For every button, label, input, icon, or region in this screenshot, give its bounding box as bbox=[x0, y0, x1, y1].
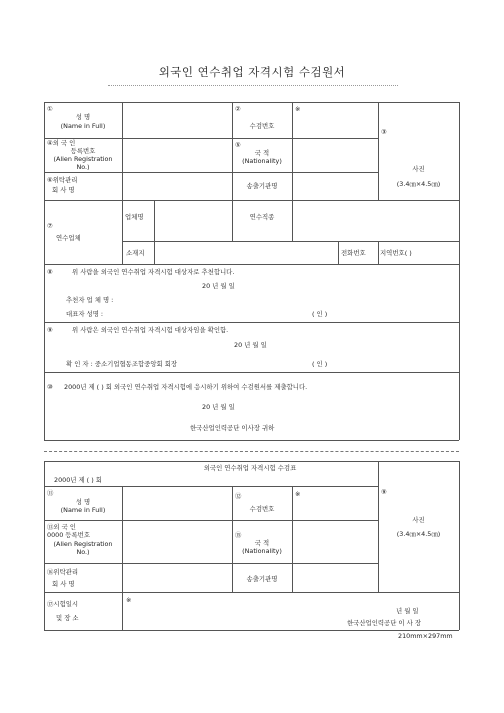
table-border-bottom bbox=[44, 630, 459, 631]
address-label: 소재지 bbox=[126, 249, 145, 257]
field-number: ⑪ bbox=[47, 489, 54, 497]
agency-label: ⑯위탁관리 bbox=[47, 568, 79, 576]
field-number: ⑤ bbox=[235, 141, 241, 149]
row-line bbox=[44, 372, 459, 373]
exam-datetime-label: ⑰시험일시 bbox=[47, 600, 79, 608]
row-line bbox=[44, 322, 459, 323]
sending-agency-field[interactable] bbox=[293, 564, 377, 591]
reg-number-label: 0000 등록번호 bbox=[47, 531, 90, 539]
agency-name-field[interactable] bbox=[123, 173, 231, 199]
col-line bbox=[338, 241, 339, 264]
company-name-field[interactable] bbox=[155, 201, 231, 240]
agency-label: ⑥위탁관리 bbox=[47, 176, 78, 184]
reg-number-field[interactable] bbox=[123, 139, 231, 171]
form-title: 외국인 연수취업 자격시험 수검원서 bbox=[158, 65, 346, 79]
field-number: ⑮ bbox=[235, 531, 242, 539]
recommender-company-label: 추천자 업 체 명 : bbox=[66, 296, 114, 304]
table-border-right bbox=[459, 102, 460, 440]
photo-label: 사진 bbox=[412, 165, 425, 173]
submit-statement: 2000년 제 ( ) 회 외국인 연수취업 자격시험에 응시하기 위하여 수검원서를 제출합니다. bbox=[64, 383, 308, 391]
confirm-date: 20 년 월 일 bbox=[234, 341, 267, 349]
name-label-en: (Name in Full) bbox=[60, 506, 106, 514]
cut-line bbox=[44, 451, 459, 452]
reg-number-label-en: (Alien Registration bbox=[53, 540, 113, 548]
nationality-field[interactable] bbox=[293, 521, 377, 562]
area-code-field[interactable]: 지역번호( ) bbox=[380, 249, 412, 257]
recommend-statement: 위 사람을 외국인 연수취업 자격시험 대상자로 추천합니다. bbox=[72, 268, 235, 276]
field-number: ⑨ bbox=[47, 326, 53, 334]
reg-number-label: 등록번호 bbox=[70, 147, 96, 155]
field-number: ⑨ bbox=[381, 488, 387, 496]
confirm-statement: 위 사람은 외국인 연수취업 자격시험 대상자임을 확인함. bbox=[72, 326, 229, 334]
table-border-bottom bbox=[44, 440, 459, 441]
field-number: ① bbox=[47, 105, 53, 113]
paper-size-note: 210mm×297mm bbox=[398, 632, 453, 640]
table-border-top bbox=[44, 461, 459, 462]
agency-name-label: 회 사 명 bbox=[52, 580, 75, 588]
exam-number-label: 수검번호 bbox=[249, 505, 275, 513]
reg-number-label-en: (Alien Registration bbox=[53, 155, 113, 163]
company-name-label: 업체명 bbox=[125, 213, 144, 221]
field-number: ⑧ bbox=[47, 268, 53, 276]
nationality-label-en: (Nationality) bbox=[242, 547, 282, 555]
office-use-mark: ※ bbox=[295, 490, 301, 498]
name-field[interactable] bbox=[123, 103, 231, 137]
addressee: 한국산업인력공단 이사장 귀하 bbox=[190, 424, 275, 432]
office-use-mark: ※ bbox=[126, 596, 132, 604]
name-field[interactable] bbox=[123, 487, 231, 519]
sending-agency-label: 송출기관명 bbox=[246, 182, 278, 190]
field-number: ③ bbox=[381, 128, 387, 136]
title-underline bbox=[108, 85, 398, 86]
agency-name-field[interactable] bbox=[123, 564, 231, 591]
row-line bbox=[44, 264, 459, 265]
row-line bbox=[44, 592, 459, 593]
job-type-field[interactable] bbox=[293, 201, 458, 240]
phone-label: 전화번호 bbox=[341, 249, 366, 257]
nationality-label: 국 적 bbox=[254, 149, 270, 157]
issuer: 한국산업인력공단 이 사 장 bbox=[347, 619, 422, 627]
agency-name-label: 회 사 명 bbox=[52, 186, 75, 194]
representative-label: 대표자 성명 : bbox=[66, 310, 104, 318]
seal-mark: ( 인 ) bbox=[312, 310, 328, 318]
exam-round: 2000년 제 ( ) 회 bbox=[54, 476, 102, 484]
office-use-mark: ※ bbox=[295, 105, 301, 113]
name-label-en: (Name in Full) bbox=[60, 122, 106, 130]
field-number: ⑦ bbox=[47, 222, 53, 230]
job-type-label: 연수직종 bbox=[249, 213, 275, 221]
alien-label: ④외 국 인 bbox=[47, 139, 76, 147]
issue-date: 년 월 일 bbox=[396, 607, 419, 615]
table-border-right bbox=[459, 461, 460, 630]
sending-agency-field[interactable] bbox=[293, 173, 377, 199]
name-label: 성 명 bbox=[75, 113, 91, 121]
photo-size: (3.4㎝×4.5㎝) bbox=[396, 180, 441, 188]
address-field[interactable] bbox=[155, 242, 337, 263]
table-border-top bbox=[44, 102, 459, 103]
name-label: 성 명 bbox=[75, 498, 91, 506]
trainee-company-label: 연수업체 bbox=[56, 234, 81, 242]
field-number: ⑫ bbox=[235, 492, 242, 500]
field-number: ⑩ bbox=[47, 383, 53, 391]
nationality-label: 국 적 bbox=[254, 539, 270, 547]
reg-number-label-en: No.) bbox=[76, 163, 90, 171]
slip-title: 외국인 연수취업 자격시험 수검표 bbox=[203, 464, 297, 472]
nationality-field[interactable] bbox=[293, 139, 377, 171]
col-line bbox=[378, 461, 379, 592]
exam-place-label: 및 장 소 bbox=[56, 614, 79, 622]
confirmer-label: 확 인 자 : 중소기업협동조합중앙회 회장 bbox=[66, 360, 178, 368]
nationality-label-en: (Nationality) bbox=[242, 157, 282, 165]
reg-number-field[interactable] bbox=[123, 521, 231, 562]
field-number: ② bbox=[235, 105, 241, 113]
alien-label: ⑬외 국 인 bbox=[47, 523, 76, 531]
photo-size: (3.4㎝×4.5㎝) bbox=[396, 530, 441, 538]
sending-agency-label: 송출기관명 bbox=[246, 575, 278, 583]
recommend-date: 20 년 월 일 bbox=[202, 282, 235, 290]
exam-number-label: 수검번호 bbox=[249, 122, 275, 130]
reg-number-label-en: No.) bbox=[76, 548, 90, 556]
photo-label: 사진 bbox=[412, 516, 425, 524]
seal-mark: ( 인 ) bbox=[312, 360, 328, 368]
col-line bbox=[378, 241, 379, 264]
submit-date: 20 년 월 일 bbox=[202, 403, 235, 411]
